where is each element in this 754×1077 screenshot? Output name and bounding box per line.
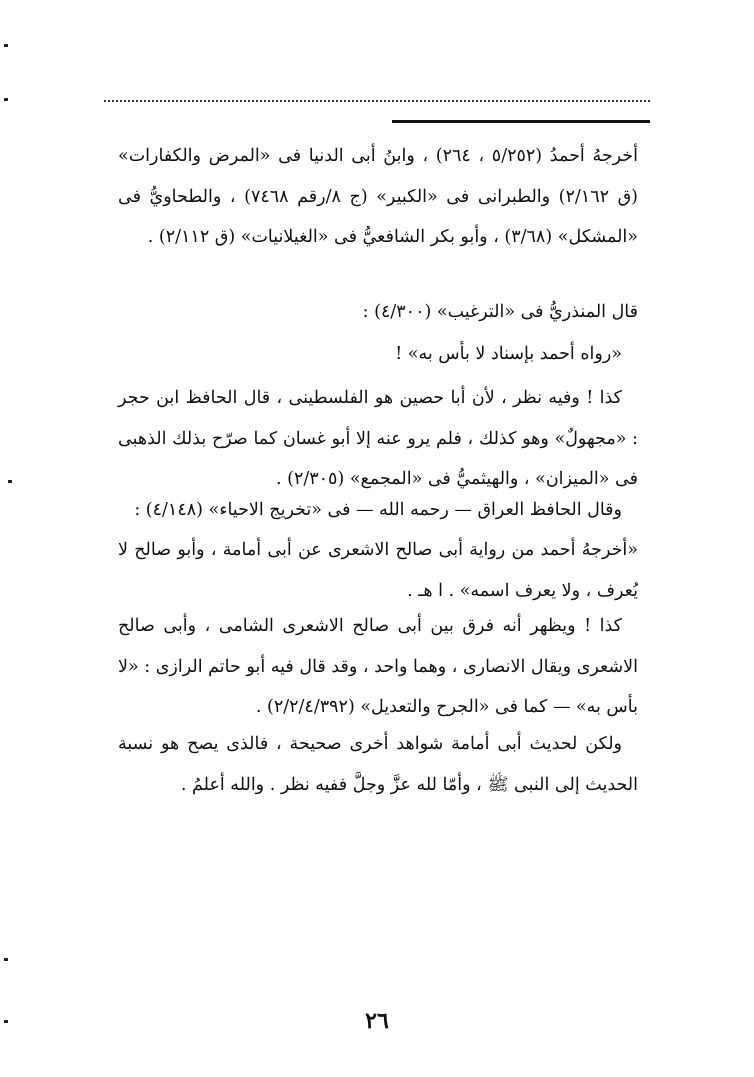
paragraph-ibn-hajar-note: كذا ! وفيه نظر ، لأن أبا حصين هو الفلسطينى ، قال الحافظ ابن حجر : «مجهولٌ» وهو كذلك ، فلم يرو عنه إلا أبو غسان كما صرّح بذلك الذهبى فى «الميزان» ، والهيثميُّ فى «المجمع» (٢/٣٠٥) . (118, 388, 638, 489)
footnote-separator-rule (392, 120, 650, 123)
paragraph-mundhiri-quote: «رواه أحمد بإسناد لا بأس به» ! (395, 344, 622, 364)
page-body-text (118, 530, 638, 611)
page-body-text (118, 136, 638, 258)
scan-edge-mark (4, 958, 8, 961)
paragraph-abu-salih-note: كذا ! ويظهر أنه فرق بين أبى صالح الاشعرى الشامى ، وأبى صالح الاشعرى ويقال الانصارى ، وهما واحد ، وقد قال فيه أبو حاتم الرازى : «لا بأس به» — كما فى «الجرح والتعديل» (٢/٢/٤/٣٩٢) . (118, 616, 638, 717)
paragraph-citation-sources: أخرجهُ أحمدُ (٥/٢٥٢ ، ٢٦٤) ، وابنُ أبى الدنيا فى «المرض والكفارات» (ق ٢/١٦٢) والطبرانى فى «الكبير» (ج ٨/رقم ٧٤٦٨) ، والطحاويُّ فى «المشكل» (٣/٦٨) ، وأبو بكر الشافعيُّ فى «الغيلانيات» (ق ٢/١١٢) . (118, 146, 639, 247)
page-body-text (118, 334, 638, 375)
page-number: ٢٦ (365, 1008, 389, 1034)
header-dotted-rule (104, 100, 650, 102)
paragraph-iraqi-quote-intro: وقال الحافظ العراق — رحمه الله — فى «تخريج الاحياء» (٤/١٤٨) : (134, 500, 622, 520)
scan-edge-mark (8, 480, 12, 483)
page-body-text (118, 378, 638, 500)
page-body-text (118, 292, 638, 333)
scan-edge-mark (4, 44, 8, 47)
paragraph-conclusion: ولكن لحديث أبى أمامة شواهد أخرى صحيحة ، فالذى يصح هو نسبة الحديث إلى النبى ﷺ ، وأمّا لله عزَّ وجلَّ ففيه نظر . والله أعلمُ . (118, 734, 638, 795)
scan-edge-mark (4, 98, 8, 101)
paragraph-iraqi-quote: «أخرجهُ أحمد من رواية أبى صالح الاشعرى عن أبى أمامة ، وأبو صالح لا يُعرف ، ولا يعرف اسمه» . ا هـ . (118, 540, 638, 601)
page-body-text (118, 724, 638, 805)
page-body-text (118, 606, 638, 728)
paragraph-mundhiri-quote-intro: قال المنذريُّ فى «الترغيب» (٤/٣٠٠) : (362, 302, 638, 322)
page-body-text (118, 490, 638, 531)
